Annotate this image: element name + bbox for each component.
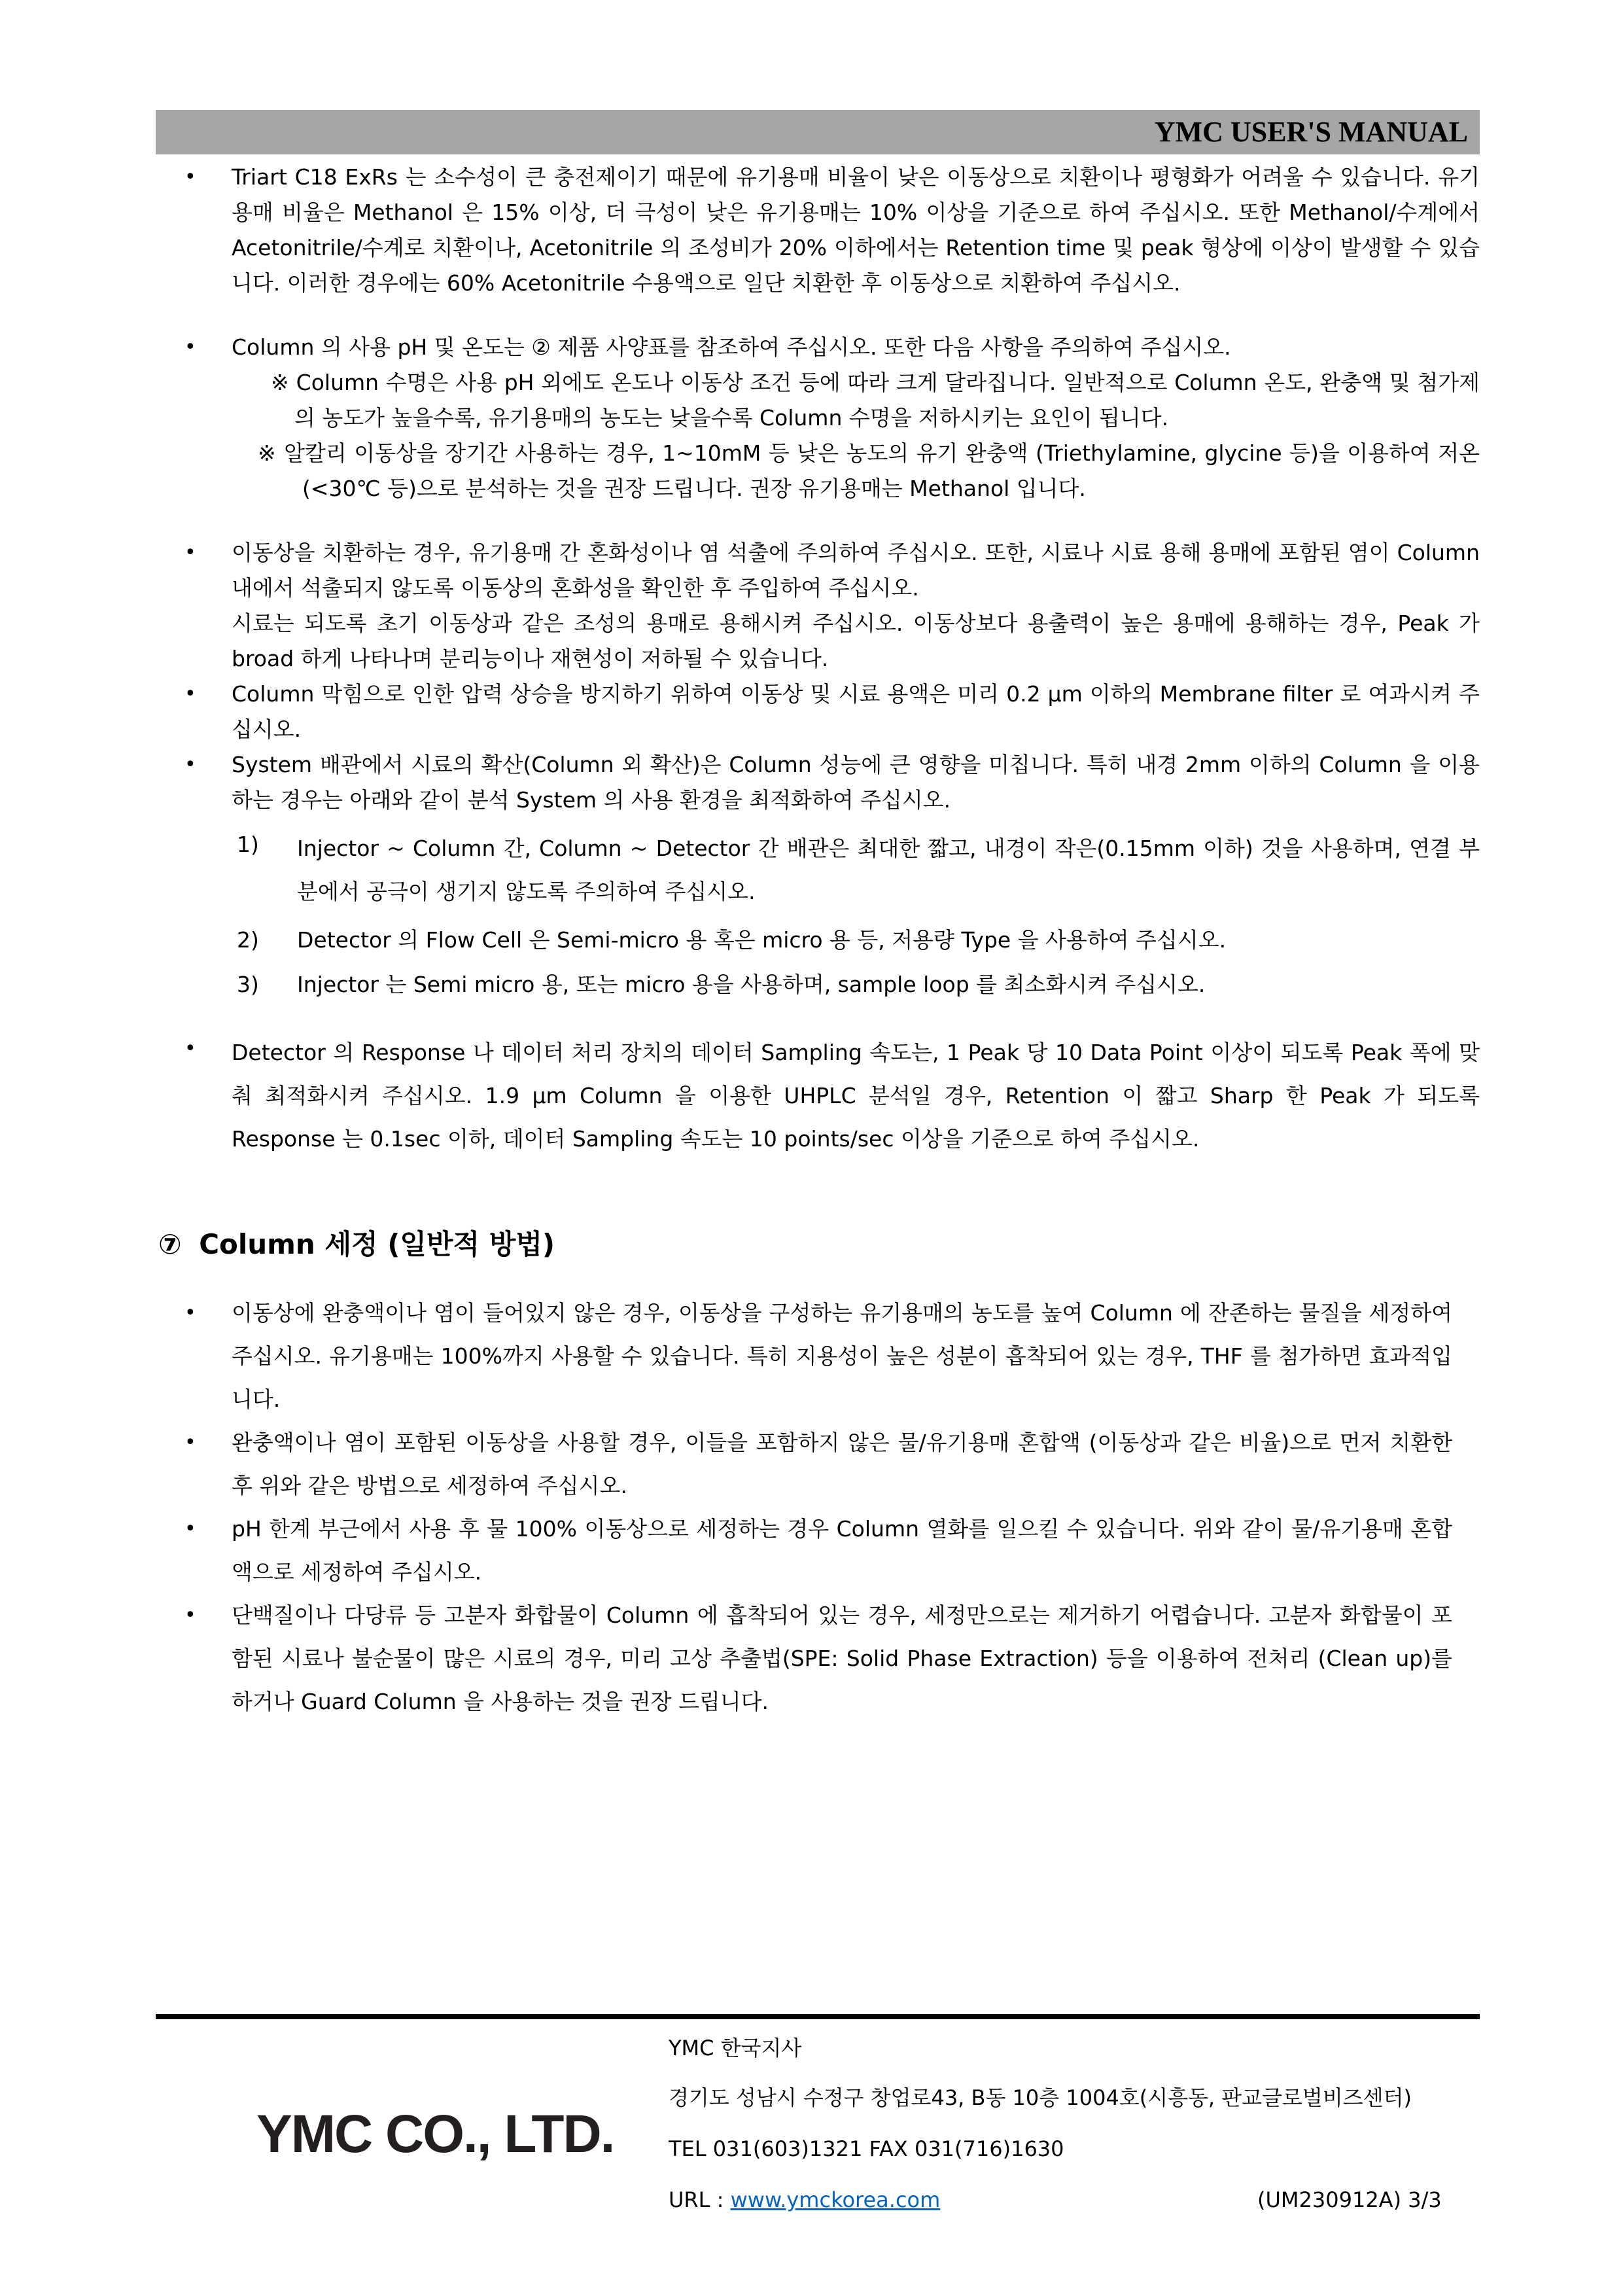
note-column-lifetime: ※ Column 수명은 사용 pH 외에도 온도나 이동상 조건 등에 따라 크게 달라집니다. 일반적으로 Column 온도, 완충액 및 첨가제의 농도가 높을수록, 유기용매의 농도는 낮을수록 Column 수명을 저하시키는 요인이 됩니다. — [271, 370, 1480, 431]
footer-contact: TEL 031(603)1321 FAX 031(716)1630 — [669, 2136, 1064, 2161]
step-text: Injector ~ Column 간, Column ~ Detector 간 배관은 최대한 짧고, 내경이 작은(0.15mm 이하) 것을 사용하며, 연결 부분에서 공극이 생기지 않도록 주의하여 주십시오. — [297, 836, 1480, 904]
footer-branch: YMC 한국지사 — [669, 2036, 802, 2060]
bullet-text-sample-solvent: 시료는 되도록 초기 이동상과 같은 조성의 용매로 용해시켜 주십시오. 이동상보다 용출력이 높은 용매에 용해하는 경우, Peak 가 broad 하게 나타나며 분리능이나 재현성이 저하될 수 있습니다. — [232, 610, 1480, 671]
document-code: (UM230912A) 3/3 — [1257, 2187, 1442, 2212]
bullet-text: • 단백질이나 다당류 등 고분자 화합물이 Column 에 흡착되어 있는 경우, 세정만으로는 제거하기 어렵습니다. 고분자 화합물이 포함된 시료나 불순물이 많은 시료의 경우, 미리 고상 추출법(SPE: Solid Phase Extraction) 등을 이용하여 전처리 (Clean up)를 하거나 Guard Column 을 사용하는 것을 권장 드립니다. — [232, 1602, 1452, 1714]
footer-url — [669, 2187, 940, 2213]
bullet-text: • 이동상에 완충액이나 염이 들어있지 않은 경우, 이동상을 구성하는 유기용매의 농도를 높여 Column 에 잔존하는 물질을 세정하여 주십시오. 유기용매는 100%까지 사용할 수 있습니다. 특히 지용성이 높은 성분이 흡착되어 있는 경우, THF 를 첨가하면 효과적입니다. — [232, 1300, 1452, 1412]
bullet-text: • Triart C18 ExRs 는 소수성이 큰 충전제이기 때문에 유기용매 비율이 낮은 이동상으로 치환이나 평형화가 어려울 수 있습니다. 유기용매 비율은 Methanol 은 15% 이상, 더 극성이 낮은 유기용매는 10% 이상을 기준으로 하여 주십시오. 또한 Methanol/수계에서 Acetonitrile/수계로 치환이나, Acetonitrile 의 조성비가 20% 이하에서는 Retention time 및 peak 형상에 이상이 발생할 수 있습니다. 이러한 경우에는 60% Acetonitrile 수용액으로 일단 치환한 후 이동상으로 치환하여 주십시오. — [232, 164, 1480, 296]
bullet-text: • 이동상을 치환하는 경우, 유기용매 간 혼화성이나 염 석출에 주의하여 주십시오. 또한, 시료나 시료 용해 용매에 포함된 염이 Column 내에서 석출되지 않도록 이동상의 혼화성을 확인한 후 주입하여 주십시오. — [232, 540, 1480, 601]
bullet-text: • Column 막힘으로 인한 압력 상승을 방지하기 위하여 이동상 및 시료 용액은 미리 0.2 μm 이하의 Membrane filter 로 여과시켜 주십시오. — [232, 681, 1480, 742]
website-link[interactable]: www.ymckorea.com — [730, 2187, 941, 2212]
url-label: URL : — [669, 2187, 731, 2212]
footer-address: 경기도 성남시 수정구 창업로43, B동 10층 1004호(시흥동, 판교글로벌비즈센터) — [669, 2085, 1412, 2110]
note-alkaline-mobile-phase: ※ 알칼리 이동상을 장기간 사용하는 경우, 1~10mM 등 낮은 농도의 유기 완충액 (Triethylamine, glycine 등)을 이용하여 저온 (<30℃ 등)으로 분석하는 것을 권장 드립니다. 권장 유기용매는 Methanol 입니다. — [258, 440, 1480, 501]
header-bar — [156, 110, 1480, 154]
optimization-steps — [232, 827, 1480, 1002]
manual-title: YMC USER'S MANUAL — [1154, 116, 1468, 148]
footer-divider — [156, 2014, 1480, 2019]
step-item — [177, 967, 1480, 1002]
bullet-item-cleaning-organic — [177, 1292, 1452, 1421]
step-number: 3) — [237, 972, 259, 997]
step-text: Injector 는 Semi micro 용, 또는 micro 용을 사용하며, sample loop 를 최소화시켜 주십시오. — [297, 972, 1206, 997]
bullet-text: • Detector 의 Response 나 데이터 처리 장치의 데이터 Sampling 속도는, 1 Peak 당 10 Data Point 이상이 되도록 Peak 폭에 맞춰 최적화시켜 주십시오. 1.9 μm Column 을 이용한 UHPLC 분석일 경우, Retention 이 짧고 Sharp 한 Peak 가 되도록 Response 는 0.1sec 이하, 데이터 Sampling 속도는 10 points/sec 이상을 기준으로 하여 주십시오. — [232, 1040, 1480, 1152]
bullet-text: • System 배관에서 시료의 확산(Column 외 확산)은 Column 성능에 큰 영향을 미칩니다. 특히 내경 2mm 이하의 Column 을 이용하는 경우는 아래와 같이 분석 System 의 사용 환경을 최적화하여 주십시오. — [232, 752, 1480, 813]
bullet-item-cleaning-polymer — [177, 1594, 1452, 1723]
step-item — [177, 827, 1480, 913]
step-text: Detector 의 Flow Cell 은 Semi-micro 용 혹은 micro 용 등, 저용량 Type 을 사용하여 주십시오. — [297, 927, 1227, 953]
page-content — [158, 160, 1480, 1723]
bullet-text: • 완충액이나 염이 포함된 이동상을 사용할 경우, 이들을 포함하지 않은 물/유기용매 혼합액 (이동상과 같은 비율)으로 먼저 치환한 후 위와 같은 방법으로 세정하여 주십시오. — [232, 1430, 1452, 1498]
step-number: 2) — [237, 927, 259, 953]
bullet-item-filtration — [177, 677, 1480, 747]
bullet-item-detector-response — [177, 1031, 1480, 1161]
step-number: 1) — [237, 832, 259, 857]
bullet-item-mobile-phase-exchange — [177, 535, 1480, 677]
step-item — [177, 923, 1480, 958]
bullet-item-ph-temperature — [177, 330, 1480, 506]
cleaning-bullets — [177, 1292, 1452, 1723]
bullet-text: • pH 한계 부근에서 사용 후 물 100% 이동상으로 세정하는 경우 Column 열화를 일으킬 수 있습니다. 위와 같이 물/유기용매 혼합액으로 세정하여 주십시오. — [232, 1516, 1452, 1585]
bullet-item-system-dispersion — [177, 747, 1480, 1002]
bullet-item-cleaning-buffer — [177, 1421, 1452, 1508]
section-title-column-cleaning — [158, 1226, 1480, 1263]
section-title-text: Column 세정 (일반적 방법) — [199, 1228, 555, 1260]
company-logo: YMC CO., LTD. — [256, 2104, 614, 2164]
section-number: ⑦ — [158, 1228, 182, 1260]
bullet-text: • Column 의 사용 pH 및 온도는 ② 제품 사양표를 참조하여 주십시오. 또한 다음 사항을 주의하여 주십시오. — [232, 334, 1231, 360]
bullet-item-exrs — [177, 160, 1480, 301]
bullet-item-cleaning-ph-limit — [177, 1508, 1452, 1594]
